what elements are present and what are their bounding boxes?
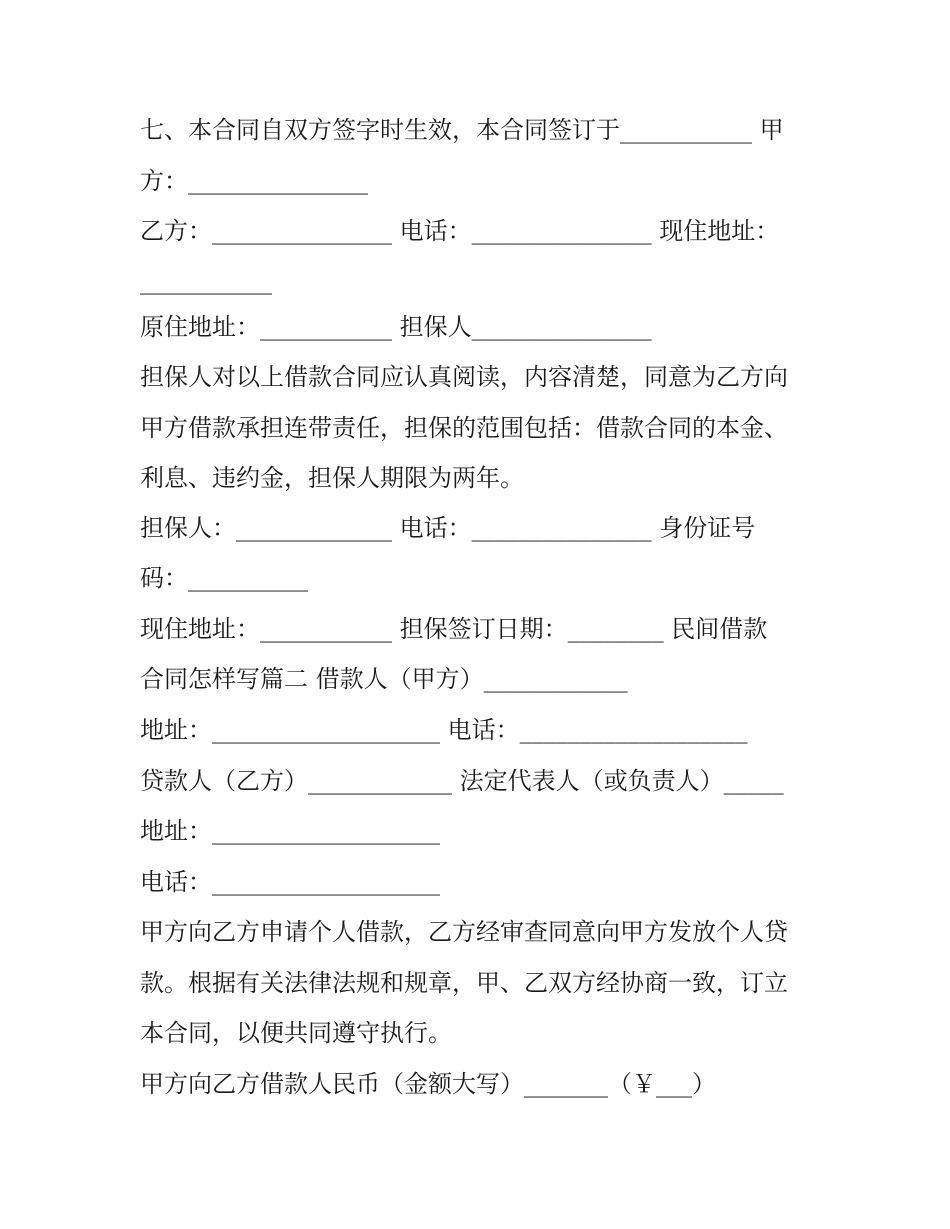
text-line: 贷款人（乙方）____________ 法定代表人（或负责人）_____ <box>140 767 784 795</box>
text-line: 甲方借款承担连带责任，担保的范围包括：借款合同的本金、 <box>140 414 788 442</box>
text-line: 现住地址：___________ 担保签订日期：________ 民间借款 <box>140 615 768 643</box>
text-line: ___________ <box>140 267 272 295</box>
text-line: 码：__________ <box>140 564 308 592</box>
text-line: 甲方向乙方借款人民币（金额大写）_______（￥___） <box>140 1070 716 1098</box>
text-line: 合同怎样写篇二 借款人（甲方）____________ <box>140 665 628 693</box>
text-line: 款。根据有关法律法规和规章，甲、乙双方经协商一致，订立 <box>140 969 788 997</box>
text-line: 七、本合同自双方签字时生效，本合同签订于___________ 甲 <box>140 116 784 144</box>
text-line: 地址：___________________ 电话：___________________ <box>140 716 748 744</box>
text-line: 担保人对以上借款合同应认真阅读，内容清楚，同意为乙方向 <box>140 363 788 391</box>
text-line: 地址：___________________ <box>140 817 440 845</box>
text-line: 担保人：_____________ 电话：_______________ 身份证号 <box>140 514 756 542</box>
text-line: 电话：___________________ <box>140 868 440 896</box>
text-line: 乙方：_______________ 电话：_______________ 现住地址： <box>140 217 780 245</box>
text-line: 本合同，以便共同遵守执行。 <box>140 1019 452 1047</box>
text-line: 利息、违约金，担保人期限为两年。 <box>140 464 524 492</box>
text-line: 方：_______________ <box>140 167 368 195</box>
text-line: 甲方向乙方申请个人借款，乙方经审查同意向甲方发放个人贷 <box>140 918 788 946</box>
text-line: 原住地址：___________ 担保人_______________ <box>140 313 652 341</box>
